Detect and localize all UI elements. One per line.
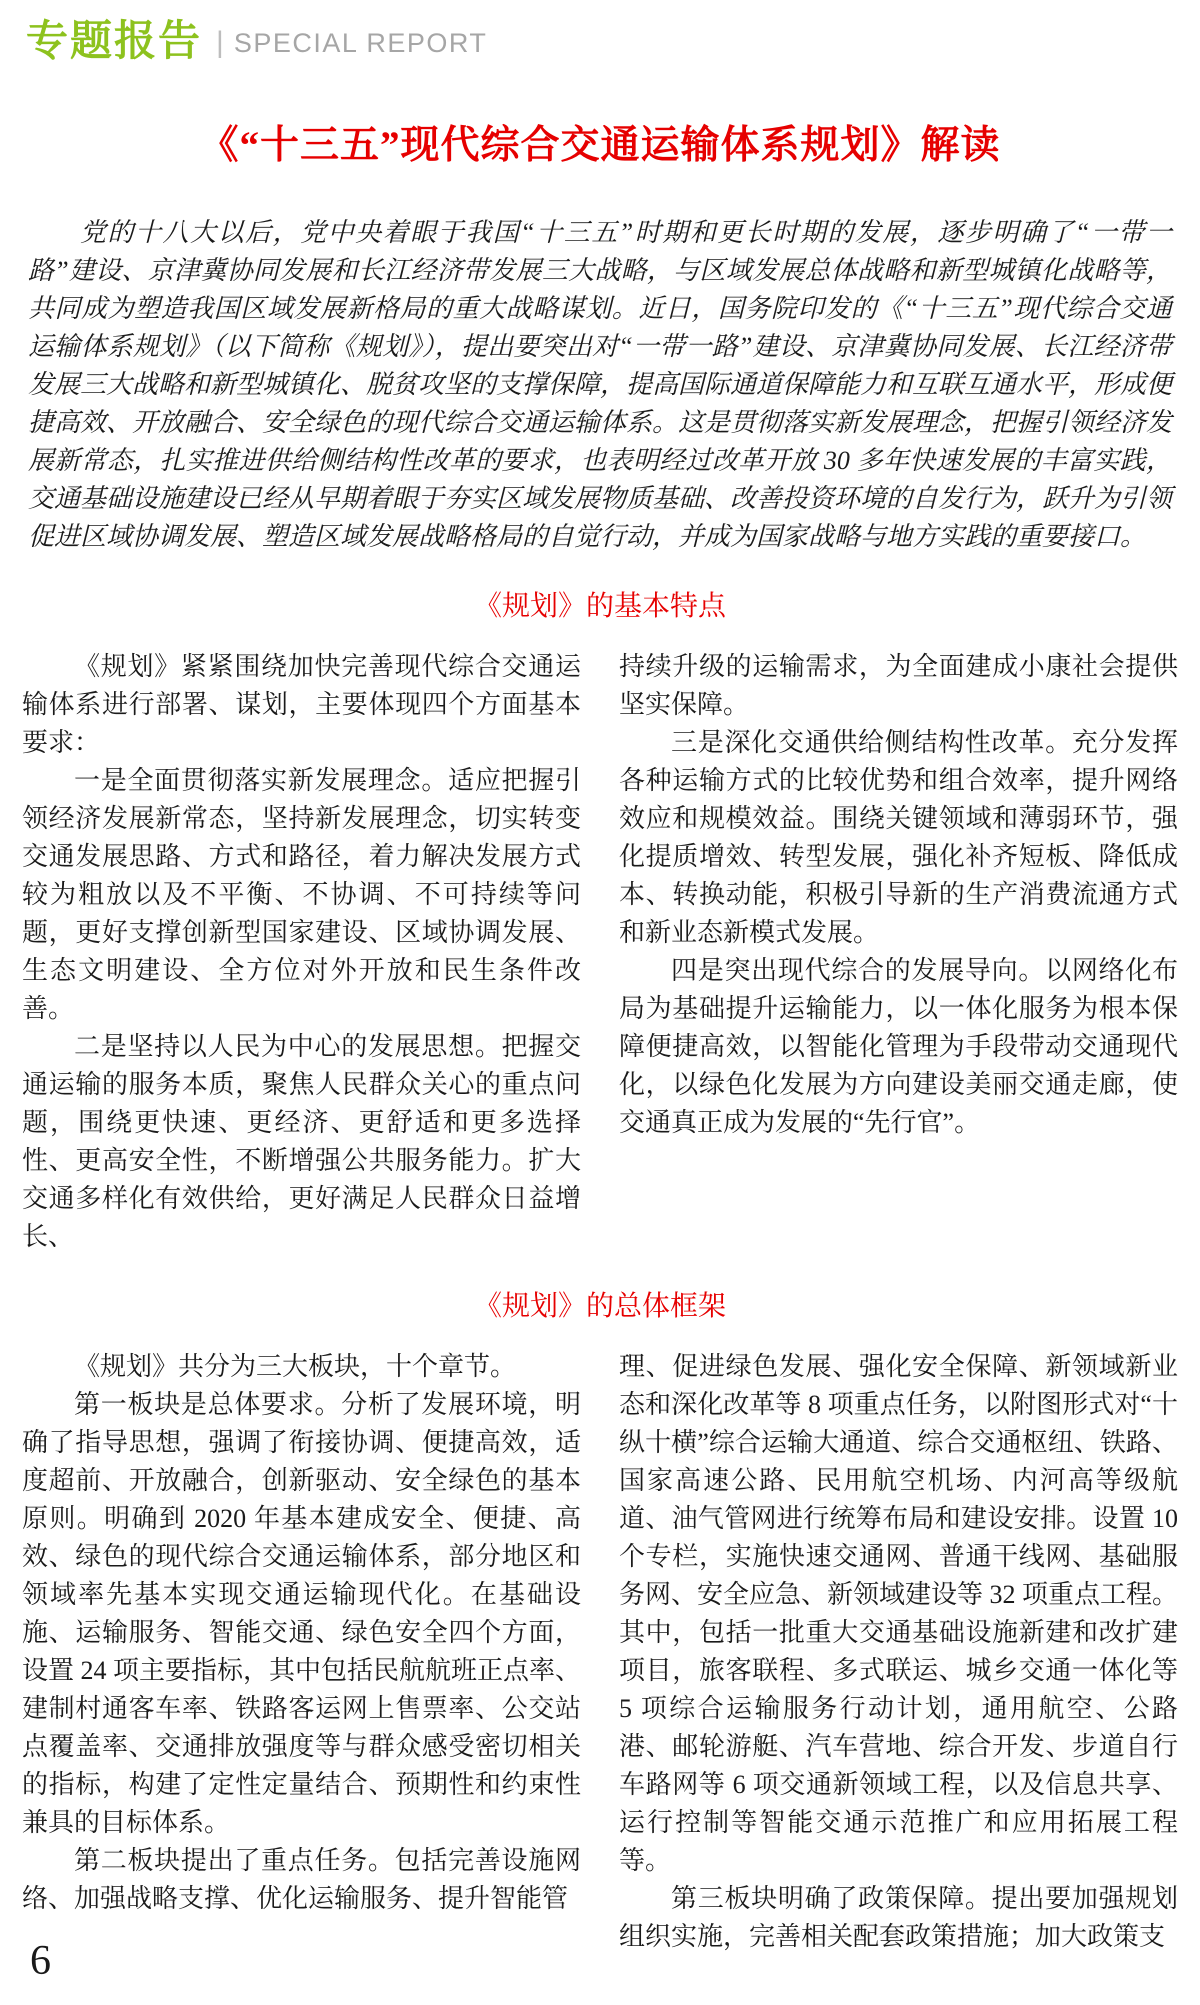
- right-column-2: [619, 1348, 1178, 1956]
- paragraph: 《规划》紧紧围绕加快完善现代综合交通运输体系进行部署、谋划，主要体现四个方面基本要求：: [22, 652, 581, 757]
- right-column-1: [619, 648, 1178, 1256]
- page-number: 6: [30, 1938, 51, 1984]
- section-heading-basic-features: 《规划》的基本特点: [473, 591, 726, 622]
- left-column-2: [22, 1348, 581, 1956]
- report-header-label-en: SPECIAL REPORT: [233, 27, 488, 58]
- intro-paragraph: 党的十八大以后，党中央着眼于我国“十三五”时期和更长时期的发展，逐步明确了“一带一路”建设、京津冀协同发展和长江经济带发展三大战略，与区域发展总体战略和新型城镇化战略等，共同成为塑造我国区域发展新格局的重大战略谋划。近日，国务院印发的《“十三五”现代综合交通运输体系规划》（以下简称《规划》），提出要突出对“一带一路”建设、京津冀协同发展、长江经济带发展三大战略和新型城镇化、脱贫攻坚的支撑保障，提高国际通道保障能力和互联互通水平，形成便捷高效、开放融合、安全绿色的现代综合交通运输体系。这是贯彻落实新发展理念，把握引领经济发展新常态，扎实推进供给侧结构性改革的要求，也表明经过改革开放 30 多年快速发展的丰富实践，交通基础设施建设已经从早期着眼于夯实区域发展物质基础、改善投资环境的自发行为，跃升为引领促进区域协调发展、塑造区域发展战略格局的自觉行动，并成为国家战略与地方实践的重要接口。: [28, 218, 1173, 551]
- paragraph-continuation: 理、促进绿色发展、强化安全保障、新领域新业态和深化改革等 8 项重点任务，以附图形式对“十纵十横”综合运输大通道、综合交通枢纽、铁路、国家高速公路、民用航空机场、内河高等级航道、油气管网进行统筹布局和建设安排。设置 10 个专栏，实施快速交通网、普通干线网、基础服务网、安全应急、新领域建设等 32 项重点工程。其中，包括一批重大交通基础设施新建和改扩建项目，旅客联程、多式联运、城乡交通一体化等 5 项综合运输服务行动计划，通用航空、公路港、邮轮游艇、汽车营地、综合开发、步道自行车路网等 6 项交通新领域工程，以及信息共享、运行控制等智能交通示范推广和应用拓展工程等。: [619, 1352, 1179, 1875]
- paragraph: 第一板块是总体要求。分析了发展环境，明确了指导思想，强调了衔接协调、便捷高效，适度超前、开放融合，创新驱动、安全绿色的基本原则。明确到 2020 年基本建成安全、便捷、高效、绿色的现代综合交通运输体系，部分地区和领域率先基本实现交通运输现代化。在基础设施、运输服务、智能交通、绿色安全四个方面，设置 24 项主要指标，其中包括民航航班正点率、建制村通客车率、铁路客运网上售票率、公交站点覆盖率、交通排放强度等与群众感受密切相关的指标，构建了定性定量结合、预期性和约束性兼具的目标体系。: [22, 1390, 582, 1837]
- report-header: [22, 16, 1178, 62]
- article-title: 《“十三五”现代综合交通运输体系规划》解读: [199, 124, 1001, 167]
- paragraph: 一是全面贯彻落实新发展理念。适应把握引领经济发展新常态，坚持新发展理念，切实转变交通发展思路、方式和路径，着力解决发展方式较为粗放以及不平衡、不协调、不可持续等问题，更好支撑创新型国家建设、区域协调发展、生态文明建设、全方位对外开放和民生条件改善。: [22, 766, 581, 1023]
- paragraph-continuation: 持续升级的运输需求，为全面建成小康社会提供坚实保障。: [619, 652, 1178, 719]
- header-divider: |: [216, 26, 224, 59]
- paragraph: 三是深化交通供给侧结构性改革。充分发挥各种运输方式的比较优势和组合效率，提升网络效应和规模效益。围绕关键领域和薄弱环节，强化提质增效、转型发展，强化补齐短板、降低成本、转换动能，积极引导新的生产消费流通方式和新业态新模式发展。: [619, 728, 1178, 947]
- paragraph: 第二板块提出了重点任务。包括完善设施网络、加强战略支撑、优化运输服务、提升智能管: [22, 1846, 581, 1913]
- left-column-1: [22, 648, 581, 1256]
- paragraph: 《规划》共分为三大板块，十个章节。: [74, 1352, 517, 1381]
- report-header-label-cn: 专题报告: [26, 17, 203, 64]
- section-heading-overall-framework: 《规划》的总体框架: [473, 1291, 726, 1322]
- two-column-block-2: [22, 1348, 1178, 1956]
- paragraph: 第三板块明确了政策保障。提出要加强规划组织实施，完善相关配套政策措施；加大政策支: [619, 1884, 1178, 1951]
- two-column-block-1: [22, 648, 1178, 1256]
- paragraph: 四是突出现代综合的发展导向。以网络化布局为基础提升运输能力，以一体化服务为根本保障便捷高效，以智能化管理为手段带动交通现代化，以绿色化发展为方向建设美丽交通走廊，使交通真正成为发展的“先行官”。: [619, 956, 1178, 1137]
- paragraph: 二是坚持以人民为中心的发展思想。把握交通运输的服务本质，聚焦人民群众关心的重点问题，围绕更快速、更经济、更舒适和更多选择性、更高安全性，不断增强公共服务能力。扩大交通多样化有效供给，更好满足人民群众日益增长、: [22, 1032, 581, 1251]
